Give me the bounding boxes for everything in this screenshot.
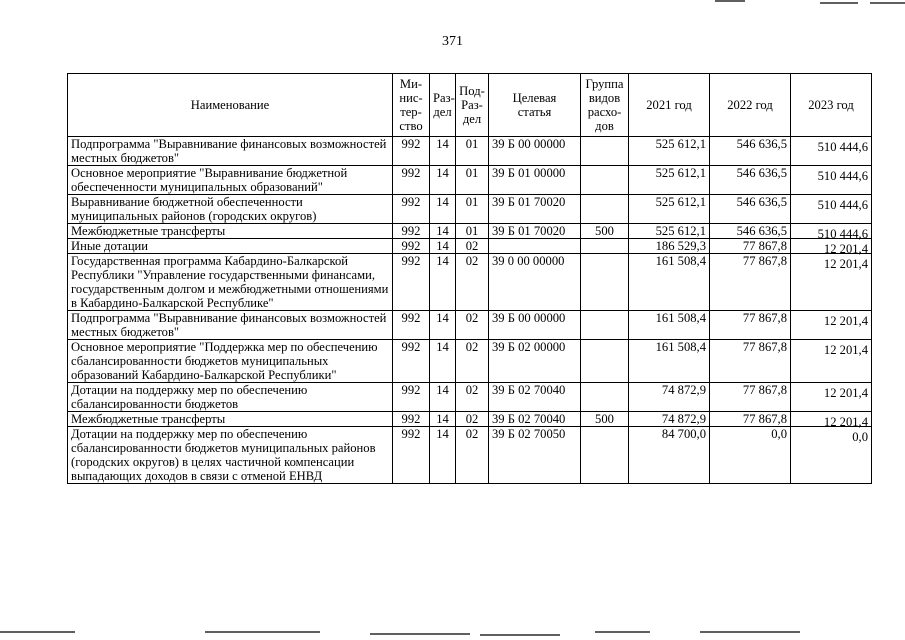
amount-2021: 161 508,4: [629, 254, 710, 311]
header-2022: 2022 год: [710, 74, 791, 137]
row-name: Основное мероприятие "Выравнивание бюджетной обеспеченности муниципальных образований": [68, 166, 393, 195]
subsection-cell: 02: [456, 412, 489, 427]
amount-2021: 161 508,4: [629, 311, 710, 340]
target-article-cell: 39 Б 00 00000: [489, 137, 581, 166]
header-2023: 2023 год: [791, 74, 872, 137]
table-row: [68, 311, 872, 340]
amount-2023: 12 201,4: [791, 340, 872, 383]
subsection-cell: 02: [456, 311, 489, 340]
amount-2023: 12 201,4: [791, 254, 872, 311]
amount-2022: 77 867,8: [710, 412, 791, 427]
target-article-cell: 39 Б 02 70040: [489, 412, 581, 427]
target-article-cell: 39 0 00 00000: [489, 254, 581, 311]
amount-2022: 77 867,8: [710, 311, 791, 340]
ministry-cell: 992: [393, 412, 430, 427]
subsection-cell: 02: [456, 340, 489, 383]
ministry-cell: 992: [393, 137, 430, 166]
row-name: Межбюджетные трансферты: [68, 412, 393, 427]
amount-2021: 525 612,1: [629, 166, 710, 195]
section-cell: 14: [430, 195, 456, 224]
amount-2022: 546 636,5: [710, 166, 791, 195]
section-cell: 14: [430, 224, 456, 239]
header-2021: 2021 год: [629, 74, 710, 137]
target-article-cell: 39 Б 01 70020: [489, 224, 581, 239]
amount-2023: 510 444,6: [791, 137, 872, 166]
target-article-cell: 39 Б 02 70050: [489, 427, 581, 484]
row-name: Государственная программа Кабардино-Балкарской Республики "Управление государственными финансами, государственным долгом и межбюджетными отношениями в Кабардино-Балкарской Республике": [68, 254, 393, 311]
expense-group-cell: [581, 137, 629, 166]
subsection-cell: 02: [456, 254, 489, 311]
section-cell: 14: [430, 239, 456, 254]
subsection-cell: 02: [456, 239, 489, 254]
ministry-cell: 992: [393, 340, 430, 383]
table-row: [68, 412, 872, 427]
subsection-cell: 02: [456, 427, 489, 484]
amount-2023: 12 201,4: [791, 311, 872, 340]
expense-group-cell: [581, 239, 629, 254]
amount-2021: 525 612,1: [629, 137, 710, 166]
section-cell: 14: [430, 412, 456, 427]
ministry-cell: 992: [393, 166, 430, 195]
subsection-cell: 01: [456, 137, 489, 166]
page-number: 371: [442, 34, 463, 49]
amount-2023: 510 444,6: [791, 224, 872, 239]
amount-2021: 525 612,1: [629, 195, 710, 224]
row-name: Дотации на поддержку мер по обеспечению сбалансированности бюджетов муниципальных районов (городских округов) в целях частичной компенсации выпадающих доходов в связи с отменой ЕНВД: [68, 427, 393, 484]
section-cell: 14: [430, 383, 456, 412]
expense-group-cell: 500: [581, 412, 629, 427]
amount-2023: 510 444,6: [791, 195, 872, 224]
ministry-cell: 992: [393, 239, 430, 254]
subsection-cell: 02: [456, 383, 489, 412]
ministry-cell: 992: [393, 427, 430, 484]
expense-group-cell: [581, 311, 629, 340]
header-name: Наименование: [68, 74, 393, 137]
section-cell: 14: [430, 254, 456, 311]
table-row: [68, 254, 872, 311]
subsection-cell: 01: [456, 195, 489, 224]
section-cell: 14: [430, 311, 456, 340]
amount-2022: 77 867,8: [710, 254, 791, 311]
target-article-cell: 39 Б 02 70040: [489, 383, 581, 412]
table-row: [68, 224, 872, 239]
table-row: [68, 427, 872, 484]
row-name: Подпрограмма "Выравнивание финансовых возможностей местных бюджетов": [68, 311, 393, 340]
amount-2021: 74 872,9: [629, 412, 710, 427]
target-article-cell: 39 Б 01 70020: [489, 195, 581, 224]
row-name: Иные дотации: [68, 239, 393, 254]
row-name: Выравнивание бюджетной обеспеченности муниципальных районов (городских округов): [68, 195, 393, 224]
table-row: [68, 166, 872, 195]
row-name: Основное мероприятие "Поддержка мер по обеспечению сбалансированности бюджетов муниципальных образований Кабардино-Балкарской Республики": [68, 340, 393, 383]
header-section: Раз- дел: [430, 74, 456, 137]
expense-group-cell: [581, 383, 629, 412]
ministry-cell: 992: [393, 311, 430, 340]
amount-2022: 0,0: [710, 427, 791, 484]
expense-group-cell: [581, 195, 629, 224]
amount-2022: 77 867,8: [710, 383, 791, 412]
table-header-row: [68, 74, 872, 137]
table-row: [68, 239, 872, 254]
amount-2021: 84 700,0: [629, 427, 710, 484]
amount-2023: 0,0: [791, 427, 872, 484]
row-name: Межбюджетные трансферты: [68, 224, 393, 239]
section-cell: 14: [430, 166, 456, 195]
target-article-cell: 39 Б 01 00000: [489, 166, 581, 195]
expense-group-cell: [581, 427, 629, 484]
amount-2023: 12 201,4: [791, 239, 872, 254]
amount-2022: 77 867,8: [710, 239, 791, 254]
section-cell: 14: [430, 137, 456, 166]
header-expense-group: Группа видов расхо- дов: [581, 74, 629, 137]
amount-2021: 186 529,3: [629, 239, 710, 254]
subsection-cell: 01: [456, 166, 489, 195]
expense-group-cell: [581, 340, 629, 383]
amount-2022: 77 867,8: [710, 340, 791, 383]
amount-2022: 546 636,5: [710, 224, 791, 239]
expense-group-cell: [581, 254, 629, 311]
header-ministry: Ми- нис- тер- ство: [393, 74, 430, 137]
amount-2021: 161 508,4: [629, 340, 710, 383]
ministry-cell: 992: [393, 195, 430, 224]
target-article-cell: [489, 239, 581, 254]
ministry-cell: 992: [393, 254, 430, 311]
amount-2021: 74 872,9: [629, 383, 710, 412]
section-cell: 14: [430, 427, 456, 484]
table-row: [68, 383, 872, 412]
ministry-cell: 992: [393, 383, 430, 412]
table-row: [68, 195, 872, 224]
header-subsection: Под- Раз- дел: [456, 74, 489, 137]
row-name: Дотации на поддержку мер по обеспечению сбалансированности бюджетов: [68, 383, 393, 412]
row-name: Подпрограмма "Выравнивание финансовых возможностей местных бюджетов": [68, 137, 393, 166]
target-article-cell: 39 Б 00 00000: [489, 311, 581, 340]
amount-2022: 546 636,5: [710, 137, 791, 166]
budget-table: [67, 73, 872, 484]
ministry-cell: 992: [393, 224, 430, 239]
table-row: [68, 340, 872, 383]
expense-group-cell: [581, 166, 629, 195]
expense-group-cell: 500: [581, 224, 629, 239]
amount-2023: 12 201,4: [791, 412, 872, 427]
amount-2023: 510 444,6: [791, 166, 872, 195]
table-row: [68, 137, 872, 166]
amount-2022: 546 636,5: [710, 195, 791, 224]
target-article-cell: 39 Б 02 00000: [489, 340, 581, 383]
subsection-cell: 01: [456, 224, 489, 239]
section-cell: 14: [430, 340, 456, 383]
amount-2021: 525 612,1: [629, 224, 710, 239]
header-target-article: Целевая статья: [489, 74, 581, 137]
amount-2023: 12 201,4: [791, 383, 872, 412]
